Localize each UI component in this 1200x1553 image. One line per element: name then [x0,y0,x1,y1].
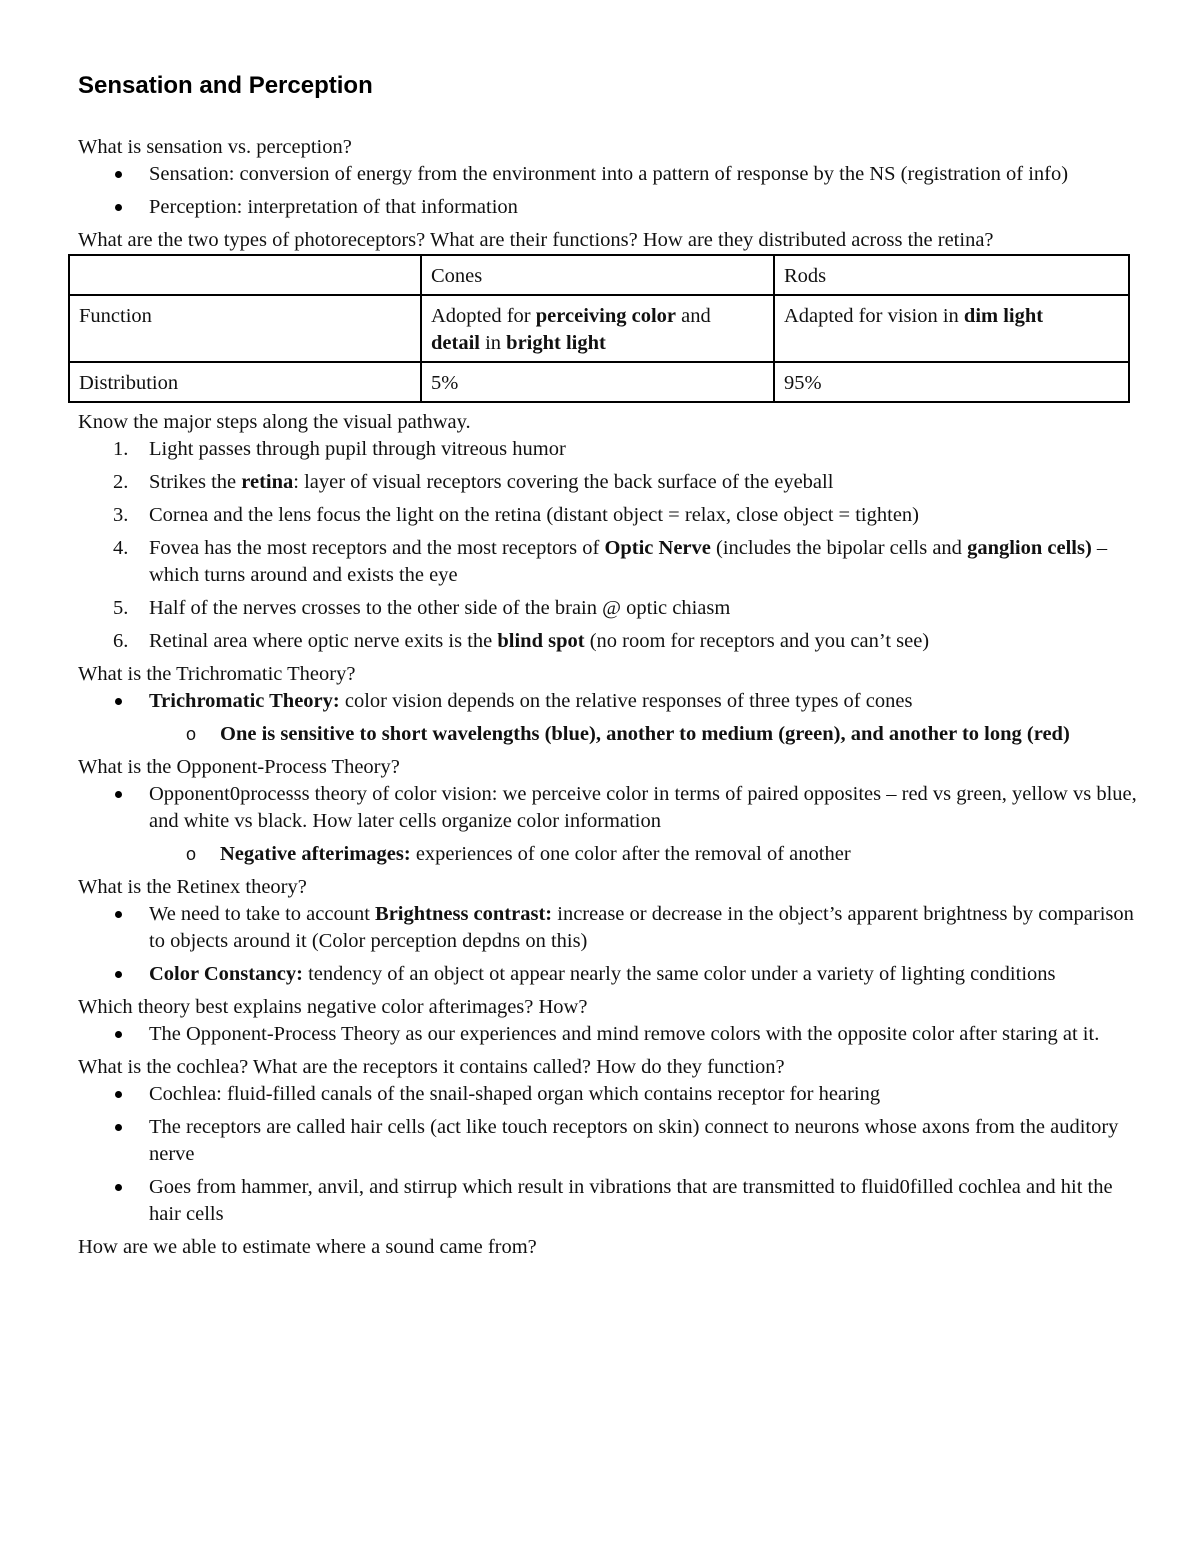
photoreceptor-table [68,254,1130,403]
list-item: o Negative afterimages: experiences of one color after the removal of another [78,841,1140,868]
list-item: 1. Light passes through pupil through vitreous humor [113,438,566,460]
table-cell: Adapted for vision in dim light [774,295,1129,362]
question-trichromatic-theory: What is the Trichromatic Theory? [78,663,356,685]
list-item: Goes from hammer, anvil, and stirrup which result in vibrations that are transmitted to fluid0filled cochlea and hit the hair cells [78,1174,1140,1228]
question-opponent-process-theory: What is the Opponent-Process Theory? [78,756,400,778]
table-row-label: Distribution [69,362,421,402]
list-item: 3. Cornea and the lens focus the light on the retina (distant object = relax, close object = tighten) [113,504,920,526]
list-item: Sensation: conversion of energy from the environment into a pattern of response by the NS (registration of info) [78,161,1140,188]
list-item: The receptors are called hair cells (act like touch receptors on skin) connect to neurons whose axons from the auditory nerve [78,1114,1140,1168]
table-header-cones: Cones [421,255,774,295]
table-header-row [69,255,1129,295]
list-item: Color Constancy: tendency of an object ot appear nearly the same color under a variety of lighting conditions [78,961,1140,988]
table-row-label: Function [69,295,421,362]
list-item: Perception: interpretation of that information [78,194,1140,221]
document-page [78,68,1140,1261]
bullet-list [78,781,1140,835]
bullet-list [78,688,1140,715]
list-item: Opponent0processs theory of color vision: we perceive color in terms of paired opposites – red vs green, yellow vs blue, and white vs black. How later cells organize color information [78,781,1140,835]
question-cochlea: What is the cochlea? What are the receptors it contains called? How do they function? [78,1056,785,1078]
question-retinex-theory: What is the Retinex theory? [78,876,307,898]
table-cell: Adopted for perceiving color and detail in bright light [421,295,774,362]
numbered-list [78,436,1140,655]
bullet-list [78,1021,1140,1048]
list-item: 5. Half of the nerves crosses to the other side of the brain @ optic chiasm [113,597,731,619]
table-row [69,362,1129,402]
list-item: Cochlea: fluid-filled canals of the snail-shaped organ which contains receptor for hearing [78,1081,1140,1108]
question-sensation-vs-perception: What is sensation vs. perception? [78,136,352,158]
bullet-list [78,161,1140,221]
question-sound-localization: How are we able to estimate where a sound came from? [78,1236,537,1258]
list-item: 4. Fovea has the most receptors and the most receptors of Optic Nerve (includes the bipolar cells and ganglion cells) – which turns around and exists the eye [113,537,1108,586]
list-item: The Opponent-Process Theory as our experiences and mind remove colors with the opposite color after staring at it. [78,1021,1140,1048]
list-item: o One is sensitive to short wavelengths (blue), another to medium (green), and another to long (red) [78,721,1140,748]
table-cell: 95% [774,362,1129,402]
sub-bullet-list [78,841,1140,868]
list-item: We need to take to account Brightness contrast: increase or decrease in the object’s apparent brightness by comparison to objects around it (Color perception depdns on this) [78,901,1140,955]
table-header-rods: Rods [774,255,1129,295]
bullet-list [78,1081,1140,1228]
sub-bullet-list [78,721,1140,748]
table-cell [69,255,421,295]
table-row [69,295,1129,362]
bullet-list [78,901,1140,988]
question-photoreceptors: What are the two types of photoreceptors? What are their functions? How are they distributed across the retina? [78,229,994,251]
table-cell: 5% [421,362,774,402]
page-title: Sensation and Perception [78,72,373,99]
question-visual-pathway: Know the major steps along the visual pathway. [78,411,471,433]
question-negative-afterimages: Which theory best explains negative color afterimages? How? [78,996,588,1018]
list-item: Trichromatic Theory: color vision depends on the relative responses of three types of cones [78,688,1140,715]
list-item: 6. Retinal area where optic nerve exits is the blind spot (no room for receptors and you can’t see) [113,630,930,652]
list-item: 2. Strikes the retina: layer of visual receptors covering the back surface of the eyeball [113,471,834,493]
